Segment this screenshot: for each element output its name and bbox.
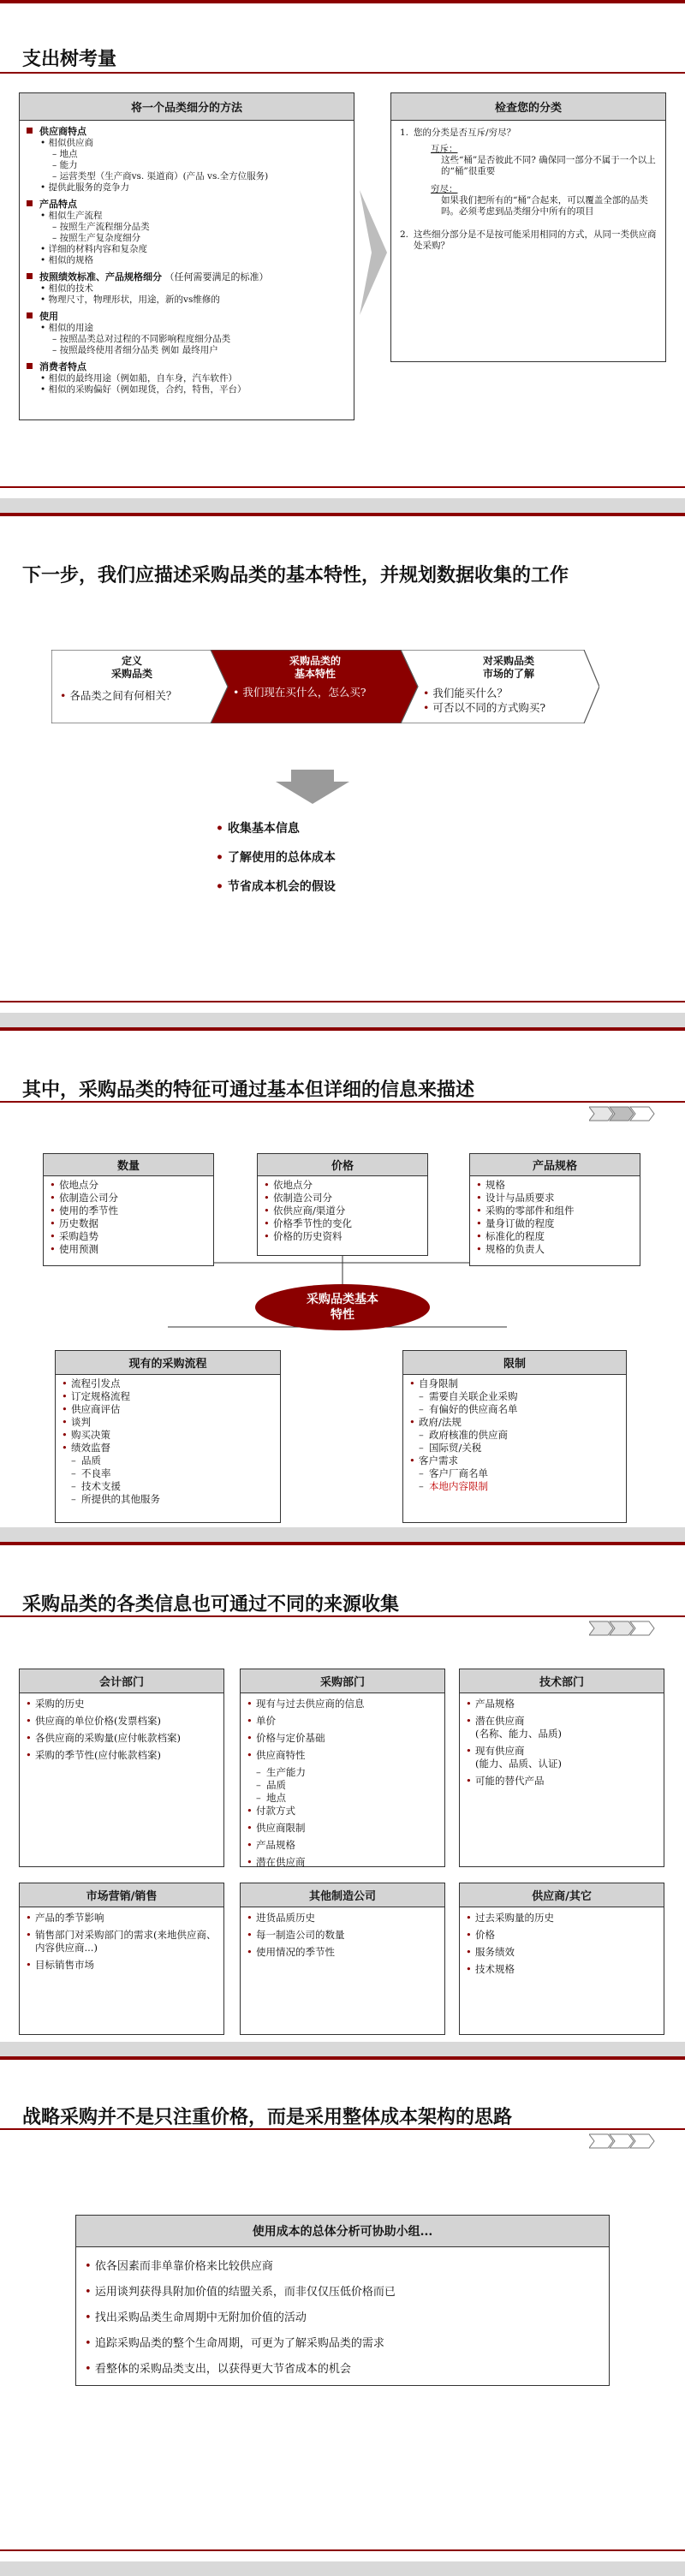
list-item: • 设计与品质要求 bbox=[475, 1192, 634, 1205]
list-item: – 技术支援 bbox=[61, 1480, 275, 1493]
list-item: • 付款方式 bbox=[246, 1805, 439, 1817]
group-item: • 相似生产流程 bbox=[40, 211, 103, 221]
group-item: – 能力 bbox=[52, 160, 78, 170]
list-item: • 产品规格 bbox=[465, 1698, 658, 1710]
top-rule bbox=[0, 0, 685, 3]
exhaust-text: 如果我们把所有的“桶”合起来，可以覆盖全部的品类吗。必须考虑到品类细分中所有的项目 bbox=[441, 195, 648, 217]
list-item: • 流程引发点 bbox=[61, 1377, 275, 1390]
list-item: • 自身限制 bbox=[408, 1377, 621, 1390]
chevron-market: 对采购品类 市场的了解 • 我们能买什么？ • 可否以不同的方式购买? bbox=[423, 655, 594, 715]
list-item: • 每一制造公司的数量 bbox=[246, 1929, 439, 1942]
box-header: 现有的采购流程 bbox=[56, 1351, 280, 1375]
constraints-box bbox=[402, 1350, 627, 1523]
title-rule bbox=[0, 72, 685, 74]
list-item: • 目标销售市场 bbox=[25, 1959, 218, 1972]
benefit-item: • 追踪采购品类的整个生命周期，可更为了解采购品类的需求 bbox=[85, 2337, 384, 2350]
list-item: • 现有供应商 (能力、品质、认证) bbox=[465, 1745, 658, 1770]
box-header: 其他制造公司 bbox=[241, 1883, 444, 1907]
chevron-bullet: 我们现在买什么，怎么买? bbox=[242, 686, 366, 699]
list-item: • 采购的季节性(应付帐款档案) bbox=[25, 1749, 218, 1762]
list-item: • 产品规格 bbox=[246, 1839, 439, 1852]
box-header: 市场营销/销售 bbox=[20, 1883, 223, 1907]
slide-title: 支出树考量 bbox=[22, 48, 117, 70]
list-item: • 销售部门对采购部门的需求(来地供应商、内容供应商...) bbox=[25, 1929, 218, 1954]
list-item: • 谈判 bbox=[61, 1416, 275, 1429]
list-item: – 本地内容限制 bbox=[408, 1480, 621, 1493]
list-item: • 可能的替代产品 bbox=[465, 1775, 658, 1788]
list-item: • 依供应商/渠道分 bbox=[263, 1205, 422, 1217]
segmentation-methods-box bbox=[19, 92, 354, 420]
check-classification-box: 检查您的分类 1. 您的分类是否互斥/穷尽？ 互斥： 这些“桶”是否彼此不同? 确保同一部分不属于一个以上的“桶”很重要 穷尽： 如果我们把所有的“桶”合起来，可以覆盖全部的品类吗。必须考虑到品类细分中所有的项目 2. 这些细分部分是不是按可能采用相同的方式，从同一类供应商处采购？ bbox=[390, 92, 666, 362]
down-arrow-icon bbox=[274, 770, 351, 804]
procurement-box bbox=[240, 1669, 445, 1867]
group-item: – 地点 bbox=[52, 149, 78, 159]
action-item: • 了解使用的总体成本 bbox=[216, 851, 336, 865]
footer-rule bbox=[0, 1001, 685, 1002]
total-cost-box bbox=[75, 2215, 610, 2386]
list-item: • 规格 bbox=[475, 1179, 634, 1192]
box-header: 检查您的分类 bbox=[391, 93, 665, 121]
price-box bbox=[257, 1153, 428, 1256]
footer-rule bbox=[0, 2549, 685, 2551]
group-item: • 物理尺寸，物理形状，用途，新的vs维修的 bbox=[40, 294, 220, 305]
box-header: 价格 bbox=[258, 1154, 427, 1176]
top-rule bbox=[0, 2056, 685, 2060]
box-header: 限制 bbox=[403, 1351, 626, 1375]
group-item: – 按照生产流程细分品类 bbox=[52, 222, 150, 232]
group-heading: 按照绩效标准、产品规格细分 （任何需要满足的标准） bbox=[27, 271, 347, 283]
list-item: • 使用预测 bbox=[49, 1243, 208, 1256]
quantity-box bbox=[43, 1153, 214, 1266]
group-item: • 相似的采购偏好（例如现货，合约，特售，平台） bbox=[40, 384, 247, 395]
list-item: – 品质 bbox=[61, 1455, 275, 1467]
list-item: • 历史数据 bbox=[49, 1217, 208, 1230]
list-item: • 各供应商的采购量(应付帐款档案) bbox=[25, 1732, 218, 1745]
chevron-bullet: 可否以不同的方式购买? bbox=[432, 701, 546, 714]
list-item: – 不良率 bbox=[61, 1467, 275, 1480]
list-item: • 使用的季节性 bbox=[49, 1205, 208, 1217]
nav-chevrons-icon bbox=[589, 2133, 656, 2149]
list-item: – 有偏好的供应商名单 bbox=[408, 1403, 621, 1416]
slide-title: 战略采购并不是只注重价格，而是采用整体成本架构的思路 bbox=[22, 2106, 513, 2128]
list-item: • 产品的季节影响 bbox=[25, 1912, 218, 1925]
list-item: • 价格的历史资料 bbox=[263, 1230, 422, 1243]
list-item: • 依地点分 bbox=[49, 1179, 208, 1192]
nav-chevrons-icon bbox=[589, 1621, 656, 1636]
group-item: • 相似供应商 bbox=[40, 138, 94, 148]
list-item: • 政府/法规 bbox=[408, 1416, 621, 1429]
box-header: 数量 bbox=[44, 1154, 213, 1176]
list-item: • 订定规格流程 bbox=[61, 1390, 275, 1403]
technical-box bbox=[459, 1669, 664, 1867]
method-group bbox=[27, 126, 347, 193]
slide-info-sources bbox=[0, 1542, 685, 2042]
list-item: • 购买决策 bbox=[61, 1429, 275, 1442]
group-item: – 运营类型（生产商vs. 渠道商）(产品 vs.全方位服务) bbox=[52, 171, 269, 181]
other-factories-box bbox=[240, 1883, 445, 2035]
question-2: 这些细分部分是不是按可能采用相同的方式，从同一类供应商处采购？ bbox=[414, 229, 657, 251]
box-header: 采购部门 bbox=[241, 1669, 444, 1693]
exhaust-label: 穷尽： bbox=[431, 184, 458, 194]
group-heading: 供应商特点 bbox=[27, 126, 347, 138]
mutex-label: 互斥： bbox=[431, 144, 458, 154]
spec-box bbox=[469, 1153, 640, 1266]
list-item: • 供应商评估 bbox=[61, 1403, 275, 1416]
list-item: • 现有与过去供应商的信息 bbox=[246, 1698, 439, 1710]
group-item: • 相似的最终用途（例如船，自车身，汽车软件） bbox=[40, 373, 238, 384]
center-ellipse: 采购品类基本 特性 bbox=[255, 1284, 430, 1330]
process-box bbox=[55, 1350, 281, 1523]
slide-title: 采购品类的各类信息也可通过不同的来源收集 bbox=[22, 1593, 400, 1615]
group-item: – 按照生产复杂度细分 bbox=[52, 233, 141, 243]
list-item: – 国际贸/关税 bbox=[408, 1442, 621, 1455]
mutex-text: 这些“桶”是否彼此不同? 确保同一部分不属于一个以上的“桶”很重要 bbox=[441, 155, 656, 176]
list-item: • 潜在供应商 (名称、能力、品质) bbox=[465, 1715, 658, 1740]
method-group bbox=[27, 199, 347, 266]
list-item: • 绩效监督 bbox=[61, 1442, 275, 1455]
title-rule bbox=[0, 1615, 685, 1617]
list-item: • 技术规格 bbox=[465, 1963, 658, 1976]
list-item: • 过去采购量的历史 bbox=[465, 1912, 658, 1925]
chevron-characteristics: 采购品类的 基本特性 • 我们现在买什么，怎么买? bbox=[229, 655, 401, 699]
chevron-bullet: 各品类之间有何相关？ bbox=[69, 689, 177, 702]
action-item: • 收集基本信息 bbox=[216, 822, 300, 836]
list-item: • 价格与定价基础 bbox=[246, 1732, 439, 1745]
bullet-square-icon bbox=[27, 363, 33, 369]
list-item: • 依地点分 bbox=[263, 1179, 422, 1192]
list-item: • 进货品质历史 bbox=[246, 1912, 439, 1925]
top-rule bbox=[0, 513, 685, 516]
list-item: – 需要自关联企业采购 bbox=[408, 1390, 621, 1403]
list-item: – 生产能力 bbox=[246, 1766, 439, 1779]
box-header: 将一个品类细分的方法 bbox=[20, 93, 354, 121]
method-group bbox=[27, 361, 347, 396]
list-item: • 采购趋势 bbox=[49, 1230, 208, 1243]
list-item: • 依制造公司分 bbox=[263, 1192, 422, 1205]
bullet-square-icon bbox=[27, 273, 33, 279]
marketing-box bbox=[19, 1883, 224, 2035]
list-item: • 客户需求 bbox=[408, 1455, 621, 1467]
list-item: • 量身订做的程度 bbox=[475, 1217, 634, 1230]
method-groups bbox=[20, 121, 354, 406]
slide-total-cost bbox=[0, 2056, 685, 2561]
bullet-square-icon bbox=[27, 200, 33, 206]
chevron-arrow-icon bbox=[358, 188, 389, 317]
group-item: • 相似的用途 bbox=[40, 323, 94, 333]
action-item: • 节省成本机会的假设 bbox=[216, 880, 336, 894]
list-item: • 使用情况的季节性 bbox=[246, 1946, 439, 1959]
benefit-item: • 运用谈判获得具附加价值的结盟关系，而非仅仅压低价格而已 bbox=[85, 2286, 396, 2299]
top-rule bbox=[0, 1542, 685, 1545]
slide-title: 下一步，我们应描述采购品类的基本特性，并规划数据收集的工作 bbox=[22, 564, 569, 586]
list-item: – 政府核准的供应商 bbox=[408, 1429, 621, 1442]
method-group bbox=[27, 271, 347, 306]
list-item: • 供应商限制 bbox=[246, 1822, 439, 1835]
box-header: 产品规格 bbox=[470, 1154, 640, 1176]
action-list bbox=[216, 814, 336, 901]
group-heading: 使用 bbox=[27, 311, 347, 323]
footer-rule bbox=[0, 486, 685, 488]
group-item: • 相似的规格 bbox=[40, 255, 94, 265]
slide-title: 其中，采购品类的特征可通过基本但详细的信息来描述 bbox=[22, 1079, 475, 1101]
list-item: – 所提供的其他服务 bbox=[61, 1493, 275, 1506]
title-rule bbox=[0, 2128, 685, 2130]
list-item: • 单价 bbox=[246, 1715, 439, 1728]
group-item: • 提供此服务的竞争力 bbox=[40, 182, 130, 193]
group-item: – 按照最终使用者细分品类 例如 最终用户 bbox=[52, 345, 218, 355]
list-item: • 潜在供应商 bbox=[246, 1856, 439, 1869]
slide-spend-tree bbox=[0, 0, 685, 498]
bullet-square-icon bbox=[27, 312, 33, 318]
list-item: – 品质 bbox=[246, 1779, 439, 1792]
group-heading: 产品特点 bbox=[27, 199, 347, 211]
chevron-head: 定义 采购品类 bbox=[110, 655, 152, 680]
list-item: • 规格的负责人 bbox=[475, 1243, 634, 1256]
list-item: • 标准化的程度 bbox=[475, 1230, 634, 1243]
list-item: • 服务绩效 bbox=[465, 1946, 658, 1959]
chevron-define: 定义 采购品类 • 各品类之间有何相关？ bbox=[55, 655, 209, 703]
list-item: • 采购的历史 bbox=[25, 1698, 218, 1710]
box-header: 供应商/其它 bbox=[460, 1883, 664, 1907]
group-item: • 相似的技术 bbox=[40, 283, 94, 294]
accounting-box bbox=[19, 1669, 224, 1867]
chevron-head: 对采购品类 市场的了解 bbox=[482, 655, 534, 680]
group-item: • 详细的材料内容和复杂度 bbox=[40, 244, 148, 254]
bullet-square-icon bbox=[27, 128, 33, 134]
slide-characteristics bbox=[0, 1027, 685, 1527]
list-item: • 依制造公司分 bbox=[49, 1192, 208, 1205]
chevron-bullet: 我们能买什么？ bbox=[432, 687, 508, 699]
chevron-head: 采购品类的 基本特性 bbox=[289, 655, 341, 680]
slide-next-step bbox=[0, 513, 685, 1013]
box-header: 会计部门 bbox=[20, 1669, 223, 1693]
box-header: 技术部门 bbox=[460, 1669, 664, 1693]
list-item: • 供应商的单位价格(发票档案) bbox=[25, 1715, 218, 1728]
list-item: • 价格季节性的变化 bbox=[263, 1217, 422, 1230]
list-item: • 价格 bbox=[465, 1929, 658, 1942]
group-item: – 按照品类总对过程的不同影响程度细分品类 bbox=[52, 334, 231, 344]
list-item: – 地点 bbox=[246, 1792, 439, 1805]
box-header: 使用成本的总体分析可协助小组... bbox=[76, 2216, 609, 2247]
list-item: • 供应商特性 bbox=[246, 1749, 439, 1762]
list-item: • 采购的零部件和组件 bbox=[475, 1205, 634, 1217]
group-heading: 消费者特点 bbox=[27, 361, 347, 373]
list-item: – 客户厂商名单 bbox=[408, 1467, 621, 1480]
benefit-item: • 找出采购品类生命周期中无附加价值的活动 bbox=[85, 2311, 307, 2324]
benefit-item: • 依各因素而非单靠价格来比较供应商 bbox=[85, 2260, 273, 2273]
question-1: 您的分类是否互斥/穷尽？ bbox=[414, 128, 516, 138]
method-group bbox=[27, 311, 347, 356]
benefit-item: • 看整体的采购品类支出，以获得更大节省成本的机会 bbox=[85, 2363, 351, 2376]
supplier-box bbox=[459, 1883, 664, 2035]
